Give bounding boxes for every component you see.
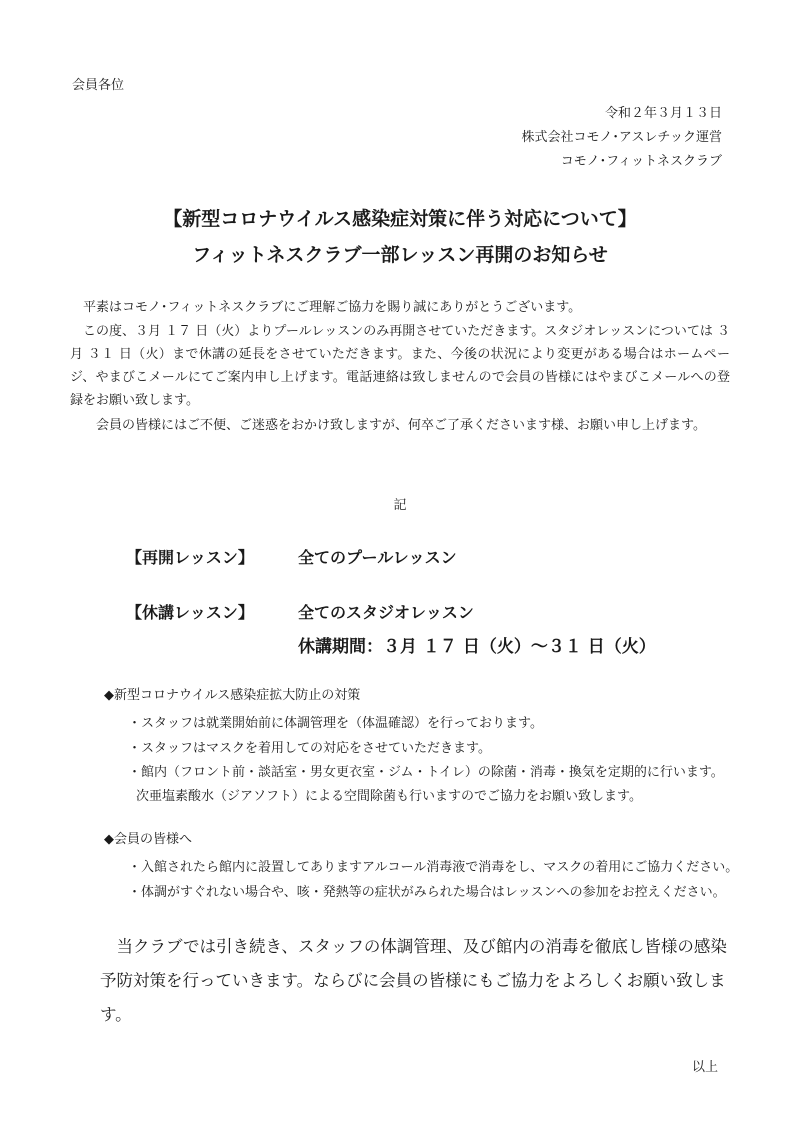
prevention-item-continued: 次亜塩素酸水（ジアソフト）による空間除菌も行いますのでご協力をお願い致します。 [136, 789, 642, 804]
members-heading: ◆会員の皆様へ [104, 832, 192, 847]
title-line-1: 【新型コロナウイルス感染症対策に伴う対応について】 [163, 208, 637, 230]
prevention-item: ・館内（フロント前・談話室・男女更衣室・ジム・トイレ）の除菌・消毒・換気を定期的に行います。 [128, 765, 724, 780]
resume-lesson-label: 【再開レッスン】 [126, 548, 254, 567]
addressee: 会員各位 [72, 78, 125, 93]
ki-marker: 記 [393, 498, 407, 513]
suspend-lesson-label: 【休講レッスン】 [126, 603, 254, 622]
suspension-period: 休講期間：３月 １７ 日（火）～３１ 日（火） [298, 637, 656, 657]
sender-block [522, 102, 722, 174]
title-line-2: フィットネスクラブ一部レッスン再開のお知らせ [192, 244, 608, 266]
issue-date: 令和２年３月１３日 [604, 106, 722, 121]
members-item: ・入館されたら館内に設置してありますアルコール消毒液で消毒をし、マスクの着用にご協力ください。 [128, 860, 739, 875]
closing-mark: 以上 [691, 1060, 718, 1075]
announcement-paragraph: この度、３月 １７ 日（火）よりプールレッスンのみ再開させていただきます。スタジオレッスンについては ３ 月 ３１ 日（火）まで休講の延長をさせていただきます。また、今後の状況により変更がある場合はホームページ、やまびこメールにてご案内申し上げます。電話連絡は致しませんので会員の皆様にはやまびこメールへの登録をお願い致します。 [70, 324, 730, 408]
closing-paragraph: 当クラブでは引き続き、スタッフの体調管理、及び館内の消毒を徹底し皆様の感染予防対策を行っていきます。ならびに会員の皆様にもご協力をよろしくお願い致します。 [100, 937, 727, 1024]
prevention-item: ・スタッフは就業開始前に体調管理を（体温確認）を行っております。 [128, 716, 543, 731]
club-name: コモノ･フィットネスクラブ [560, 154, 722, 169]
prevention-heading: ◆新型コロナウイルス感染症拡大防止の対策 [104, 688, 361, 703]
members-item: ・体調がすぐれない場合や、咳・発熱等の症状がみられた場合はレッスンへの参加をお控えください。 [128, 885, 726, 900]
prevention-item: ・スタッフはマスクを着用しての対応をさせていただきます。 [128, 741, 491, 756]
greeting-paragraph: 平素はコモノ･フィットネスクラブにご理解ご協力を賜り誠にありがとうございます。 [83, 300, 582, 315]
suspend-lesson-value: 全てのスタジオレッスン [298, 603, 474, 622]
apology-paragraph: 会員の皆様にはご不便、ご迷惑をおかけ致しますが、何卒ご了承くださいます様、お願い申し上げます。 [96, 418, 706, 433]
company-name: 株式会社コモノ･アスレチック運営 [521, 130, 722, 145]
resume-lesson-value: 全てのプールレッスン [298, 548, 457, 567]
